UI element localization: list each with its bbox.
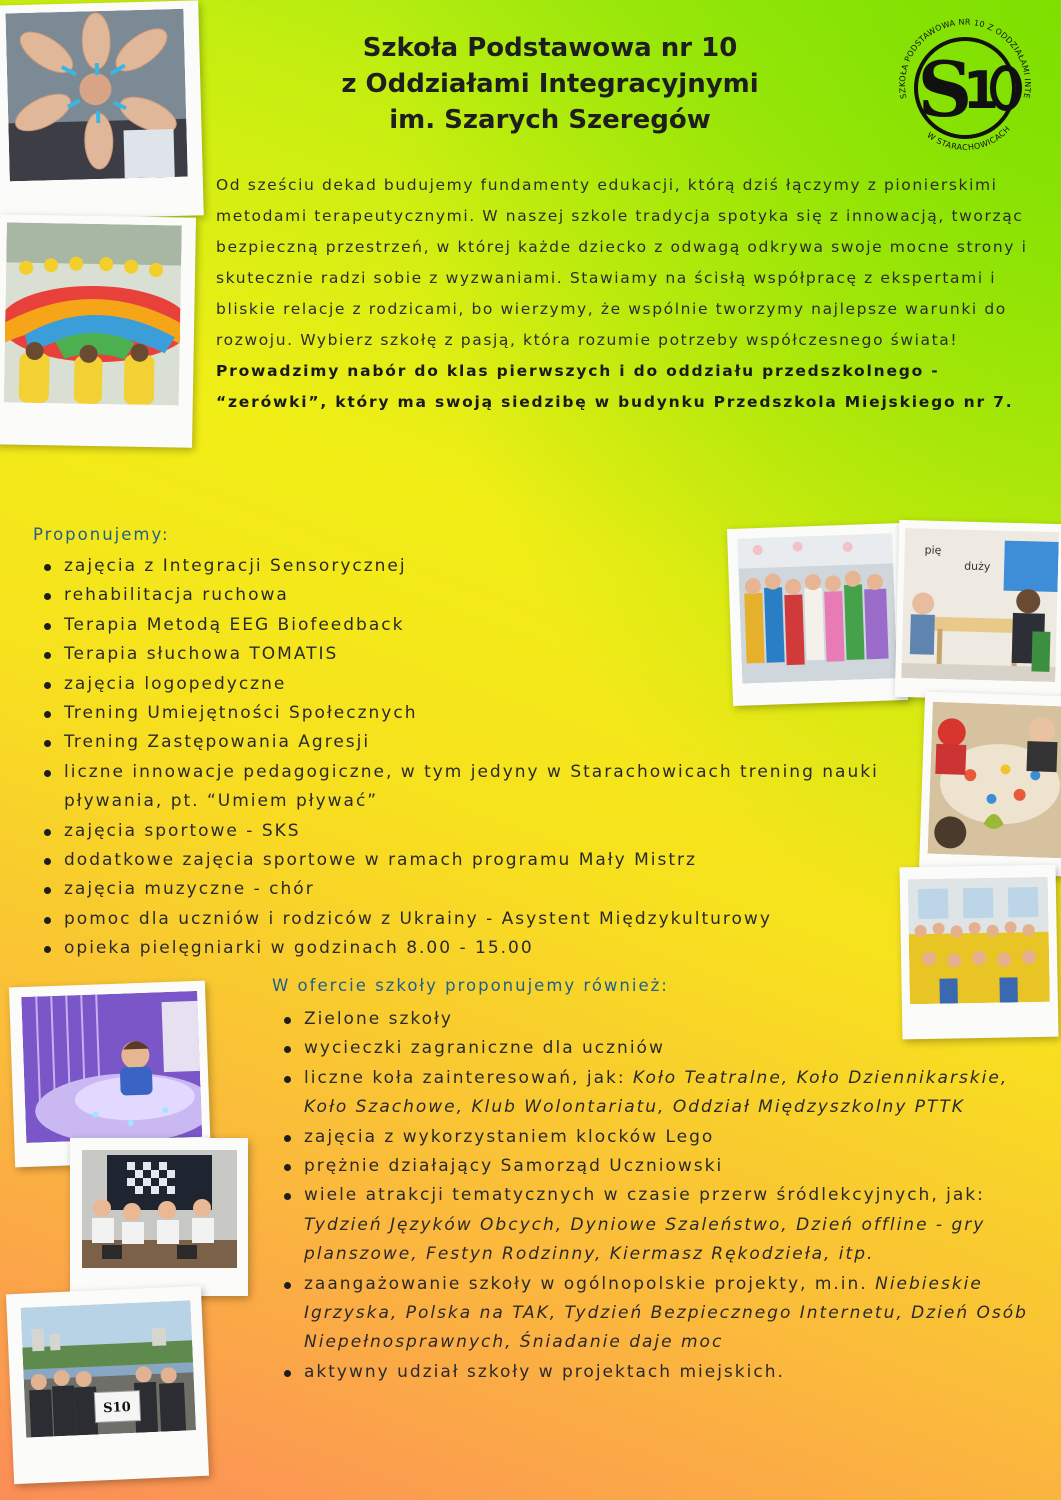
list-item-lead: wiele atrakcji tematycznych w czasie przerw śródlekcyjnych, jak: <box>304 1185 985 1206</box>
svg-text:1: 1 <box>962 61 1000 121</box>
group-yellow-photo <box>900 865 1059 1040</box>
art-activity-photo <box>919 691 1061 876</box>
list-item: liczne innowacje pedagogiczne, w tym jedyny w Starachowicach trening nauki pływania, pt. “Umiem pływać” <box>40 758 920 817</box>
list-item <box>280 1181 1040 1269</box>
hands-ribbons-photo <box>0 0 204 220</box>
list-item: aktywny udział szkoły w projektach miejskich. <box>280 1358 1040 1387</box>
list-item: Zielone szkoły <box>280 1005 1040 1034</box>
list-item: Terapia słuchowa TOMATIS <box>40 640 920 669</box>
list-item: zajęcia sportowe - SKS <box>40 817 920 846</box>
list-item: wycieczki zagraniczne dla uczniów <box>280 1034 1040 1063</box>
list-item-italic: Koło Teatralne, Koło Dziennikarskie, Koło Szachowe, Klub Wolontariatu, Oddział Międzyszkolny PTTK <box>304 1067 1009 1118</box>
enrollment-notice: Prowadzimy nabór do klas pierwszych i do oddziału przedszkolnego - “zerówki”, który ma swoją siedzibę w budynku Przedszkola Miejskiego nr 7. <box>216 362 1014 411</box>
list-item: pomoc dla uczniów i rodziców z Ukrainy - Asystent Międzykulturowy <box>40 905 920 934</box>
mini-logo: S10 <box>102 1400 132 1417</box>
page-title <box>300 30 800 138</box>
chess-club-photo <box>70 1138 248 1296</box>
title-line-3: im. Szarych Szeregów <box>389 105 711 135</box>
list-item-lead: liczne koła zainteresowań, jak: <box>304 1067 633 1088</box>
list-item: zajęcia muzyczne - chór <box>40 875 920 904</box>
list-item: prężnie działający Samorząd Uczniowski <box>280 1152 1040 1181</box>
list-item: zajęcia logopedyczne <box>40 670 920 699</box>
list-item: rehabilitacja ruchowa <box>40 581 920 610</box>
title-line-2: z Oddziałami Integracyjnymi <box>341 69 759 99</box>
list-item: Trening Zastępowania Agresji <box>40 728 920 757</box>
extra-offer-list <box>280 1005 1040 1387</box>
parachute-game-photo <box>0 214 196 447</box>
svg-text:duży: duży <box>963 559 991 574</box>
costume-party-photo <box>727 523 908 706</box>
trip-group-photo <box>6 1286 209 1484</box>
section-heading-also: W ofercie szkoły proponujemy również: <box>272 976 669 995</box>
intro-text <box>216 170 1036 418</box>
list-item: zajęcia z Integracji Sensorycznej <box>40 552 920 581</box>
svg-text:pię: pię <box>924 543 942 557</box>
list-item-italic: Niebieskie Igrzyska, Polska na TAK, Tydzień Bezpiecznego Internetu, Dzień Osób Niepełnosprawnych, Śniadanie daje moc <box>304 1273 1028 1353</box>
list-item <box>280 1064 1040 1123</box>
intro-paragraph: Od sześciu dekad budujemy fundamenty edukacji, którą dziś łączymy z pionierskimi metodami terapeutycznymi. W naszej szkole tradycja spotyka się z innowacją, tworząc bezpieczną przestrzeń, w której każde dziecko z odwagą odkrywa swoje mocne strony i skutecznie radzi sobie z wyzwaniami. Stawiamy na ścisłą współpracę z ekspertami i bliskie relacje z rodzicami, bo wierzymy, że wspólnie tworzymy najlepsze warunki do rozwoju. Wybierz szkołę z pasją, która rozumie potrzeby współczesnego świata! <box>216 176 1028 349</box>
section-heading-offer: Proponujemy: <box>33 525 170 544</box>
list-item: dodatkowe zajęcia sportowe w ramach programu Mały Mistrz <box>40 846 920 875</box>
list-item: Trening Umiejętności Społecznych <box>40 699 920 728</box>
list-item <box>280 1270 1040 1358</box>
title-line-1: Szkoła Podstawowa nr 10 <box>362 33 738 63</box>
list-item: opieka pielęgniarki w godzinach 8.00 - 15.00 <box>40 934 920 963</box>
list-item-lead: zaangażowanie szkoły w ogólnopolskie projekty, m.in. <box>304 1273 876 1294</box>
logo-ring-top: SZKOŁA PODSTAWOWA NR 10 Z ODDZIAŁAMI INTE <box>897 17 1033 100</box>
school-logo-icon <box>885 8 1045 168</box>
logo-ring-bottom: W STARACHOWICACH <box>925 124 1013 153</box>
classroom-table-photo <box>895 520 1061 701</box>
list-item: zajęcia z wykorzystaniem klocków Lego <box>280 1123 1040 1152</box>
logo-mark: S <box>917 45 973 134</box>
list-item-italic: Tydzień Języków Obcych, Dyniowe Szaleństwo, Dzień offline - gry planszowe, Festyn Rodzinny, Kiermasz Rękodzieła, itp. <box>304 1214 986 1265</box>
list-item: Terapia Metodą EEG Biofeedback <box>40 611 920 640</box>
